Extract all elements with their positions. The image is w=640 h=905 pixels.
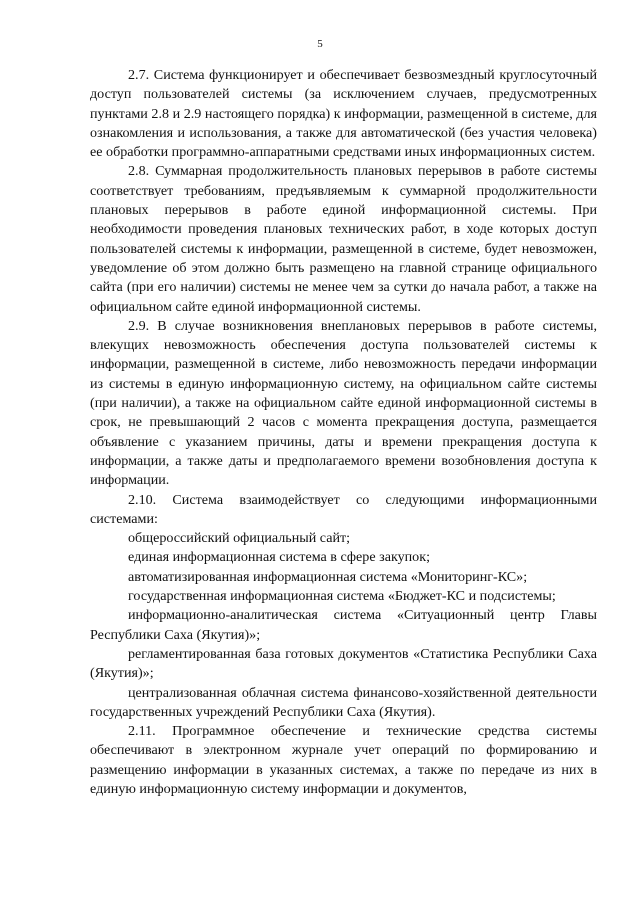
list-item: государственная информационная система «Бюджет-КС и подсистемы; bbox=[128, 588, 556, 605]
paragraph-2-8: 2.8. Суммарная продолжительность плановых перерывов в работе системы соответствует требованиям, предъявляемым к суммарной продолжительности плановых перерывов в работе единой информационной системы. При необходимости проведения плановых технических работ, в ходе которых доступ пользователей системы к информации, размещенной в системе, будет невозможен, уведомление об этом должно быть размещено на главной странице официального сайта (при его наличии) системы не менее чем за сутки до начала работ, а также на официальном сайте единой информационной системы. bbox=[90, 163, 597, 315]
paragraph-2-10: 2.10. Система взаимодействует со следующими информационными системами: bbox=[90, 491, 597, 527]
list-item: регламентированная база готовых документов «Статистика Республики Саха (Якутия)»; bbox=[90, 645, 597, 682]
list-item: общероссийский официальный сайт; bbox=[128, 530, 351, 547]
page-number: 5 bbox=[317, 38, 323, 50]
paragraph-2-11: 2.11. Программное обеспечение и технические средства системы обеспечивают в электронном журнале учет операций по формированию и размещению информации в указанных системах, а также по передаче из них в единую информационную систему информации и документов, bbox=[90, 723, 597, 797]
list-item: информационно-аналитическая система «Ситуационный центр Главы Республики Саха (Якутия)»; bbox=[90, 607, 597, 643]
list-item: единая информационная система в сфере закупок; bbox=[128, 549, 430, 566]
document-body bbox=[90, 66, 597, 799]
list-item: автоматизированная информационная система «Мониторинг-КС»; bbox=[128, 568, 528, 585]
list-item: централизованная облачная система финансово-хозяйственной деятельности государственных учреждений Республики Саха (Якутия). bbox=[90, 684, 597, 720]
paragraph-2-7: 2.7. Система функционирует и обеспечивает безвозмездный круглосуточный доступ пользователей системы (за исключением случаев, предусмотренных пунктами 2.8 и 2.9 настоящего порядка) к информации, размещенной в системе, для ознакомления и использования, а также для автоматической (без участия человека) ее обработки программно-аппаратными средствами иных информационных систем. bbox=[90, 67, 597, 161]
paragraph-2-9: 2.9. В случае возникновения внеплановых перерывов в работе системы, влекущих невозможность обеспечения доступа пользователей системы к информации, размещенной в системе, либо невозможность передачи информации из системы в единую информационную систему, на официальном сайте системы (при наличии), а также на официальном сайте единой информационной системы в срок, не превышающий 2 часов с момента прекращения доступа, размещается объявление с указанием причины, даты и времени прекращения доступа к информации, а также даты и предполагаемого времени возобновления доступа к информации. bbox=[90, 317, 597, 489]
